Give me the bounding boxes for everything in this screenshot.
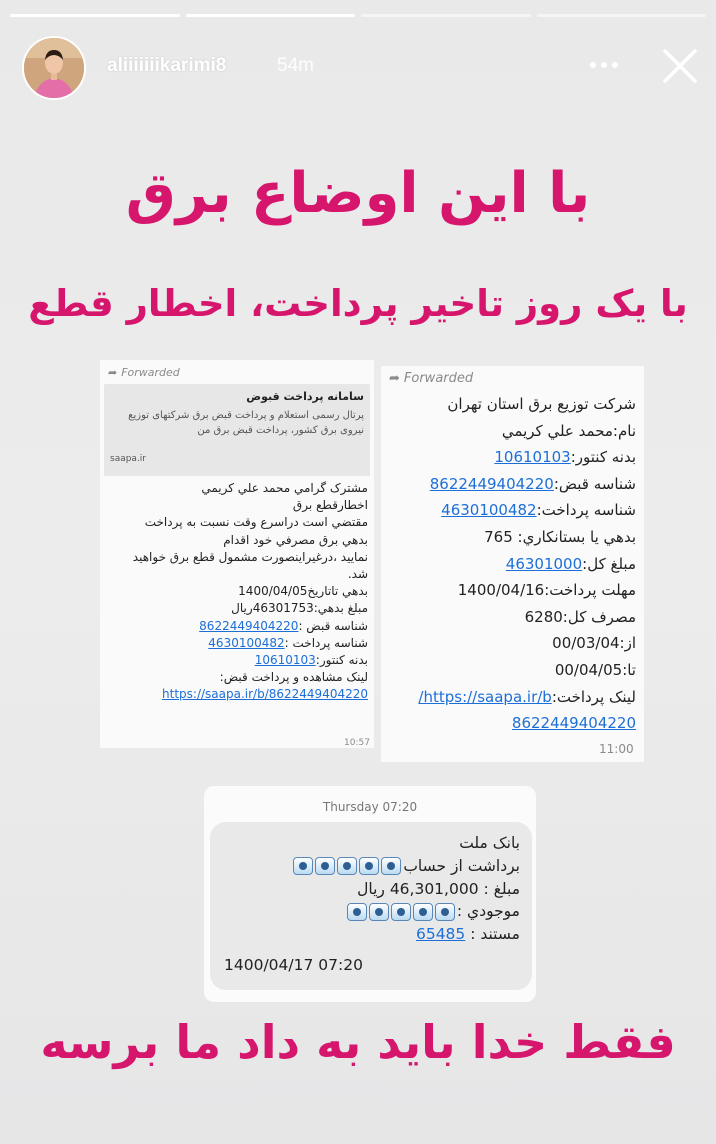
meter-label: بدنه کنتور: [570,448,636,467]
doc-line [220,923,520,946]
message-line: مصرف کل:6280 [524,607,636,626]
preview-description: پرتال رسمی استعلام و پرداخت قبض برق شرکتهای توزیع نیروی برق کشور، پرداخت قبض برق من [128,410,364,436]
avatar-image [24,38,84,98]
total-line [384,551,636,578]
payment-link[interactable]: https://saapa.ir/b/8622449404220 [162,687,368,702]
message-line: مبلغ بدهي:46301753ريال [231,601,368,616]
sms-left-body [106,480,368,704]
message-line: اخطارقطع برق [292,498,368,513]
sms-bank-screenshot [204,786,536,1002]
message-line: از:00/03/04 [552,634,636,653]
message-time: 10:57 [344,738,370,748]
meter-link[interactable]: 10610103 [494,448,571,467]
preview-url: saapa.ir [110,454,147,464]
progress-segment [537,14,707,17]
bill-id-label: شناسه قبض: [553,474,636,493]
message-line: تا:00/04/05 [554,660,636,679]
message-line: نام:محمد علي کريمي [501,421,636,440]
progress-segment [186,14,356,17]
withdraw-line [220,855,520,878]
message-line: بدهي برق مصرفي خود اقدام [223,532,368,547]
meter-line [106,652,368,669]
message-line: بدهي تاتاريخ1400/04/05 [238,584,368,599]
payment-link-tail[interactable]: 8622449404220 [511,714,636,733]
payment-id-link[interactable]: 4630100482 [441,501,537,520]
forwarded-label [389,371,473,386]
progress-segment [10,14,180,17]
link-label: لينک پرداخت: [551,687,636,706]
message-time: 11:00 [599,742,634,756]
message-line: لينک مشاهده و پرداخت قبض: [219,670,368,685]
meter-link[interactable]: 10610103 [254,653,316,668]
link-preview[interactable] [104,384,370,476]
story-time: 54m [277,55,314,76]
bill-id-line [384,471,636,498]
payment-link-line [384,710,636,737]
message-line: مهلت پرداخت:1400/04/16 [457,581,636,600]
message-line: مقتضي است دراسرع وقت نسبت به پرداخت [144,515,368,530]
total-label: مبلغ کل: [582,554,636,573]
masked-digit-icon [292,855,402,878]
bank-name: بانک ملت [459,834,520,852]
message-date: 1400/04/17 07:20 [224,956,363,974]
bill-id-label: شناسه قبض : [298,618,368,633]
progress-segment [361,14,531,17]
more-button[interactable] [585,52,625,78]
more-horizontal-icon [585,52,625,78]
payment-link[interactable]: https://saapa.ir/b/ [418,687,552,706]
message-bubble [210,822,532,990]
bill-id-line [106,618,368,635]
bill-id-link[interactable]: 8622449404220 [429,474,554,493]
balance-line [220,900,520,923]
payment-id-label: شناسه پرداخت : [284,635,368,650]
bill-id-link[interactable]: 8622449404220 [199,618,299,633]
avatar[interactable] [22,36,86,100]
payment-link-line [106,686,368,703]
sms-bank-body [220,832,520,946]
message-line: بدهي يا بستانکاري: 765 [484,527,636,546]
doc-link[interactable]: 65485 [415,925,466,944]
close-icon [660,46,700,86]
sms-right-screenshot [381,366,644,762]
message-line: شد. [347,567,368,582]
payment-id-line [106,635,368,652]
masked-digit-icon [346,901,456,924]
headline-subtitle: با یک روز تاخیر پرداخت، اخطار قطع [28,282,688,325]
payment-id-line [384,497,636,524]
total-link[interactable]: 46301000 [505,554,583,573]
payment-id-link[interactable]: 4630100482 [208,635,285,650]
balance-label: موجودي : [456,902,520,921]
forwarded-text: Forwarded [121,366,180,379]
sms-left-screenshot [100,360,374,748]
payment-link-line [384,684,636,711]
message-line: شرکت توزيع برق استان تهران [447,395,636,413]
headline-footer: فقط خدا باید به داد ما برسه [40,1015,676,1069]
username[interactable]: aliiiiiiikarimi8 [107,55,227,76]
forward-arrow-icon: ➦ [389,371,400,386]
meter-line [384,444,636,471]
close-button[interactable] [660,46,700,86]
doc-label: مستند : [470,925,520,944]
forwarded-text: Forwarded [403,371,474,386]
message-timestamp: Thursday 07:20 [322,800,418,814]
story-progress [10,14,706,17]
payment-id-label: شناسه پرداخت: [536,501,636,520]
withdraw-label: برداشت از حساب [403,856,520,875]
headline-title: با این اوضاع برق [125,161,591,226]
forward-arrow-icon: ➦ [108,366,118,379]
amount-line: مبلغ : 46,301,000 ريال [357,879,520,898]
sms-right-body [384,391,636,737]
message-line: نماييد ،درغيراينصورت مشمول قطع برق خواهيد [132,549,368,564]
meter-label: بدنه کنتور: [315,653,368,668]
forwarded-label [108,366,180,379]
message-line: مشترک گرامي محمد علي کريمي [201,481,368,495]
preview-title: سامانه پرداخت قبوض [246,390,364,403]
